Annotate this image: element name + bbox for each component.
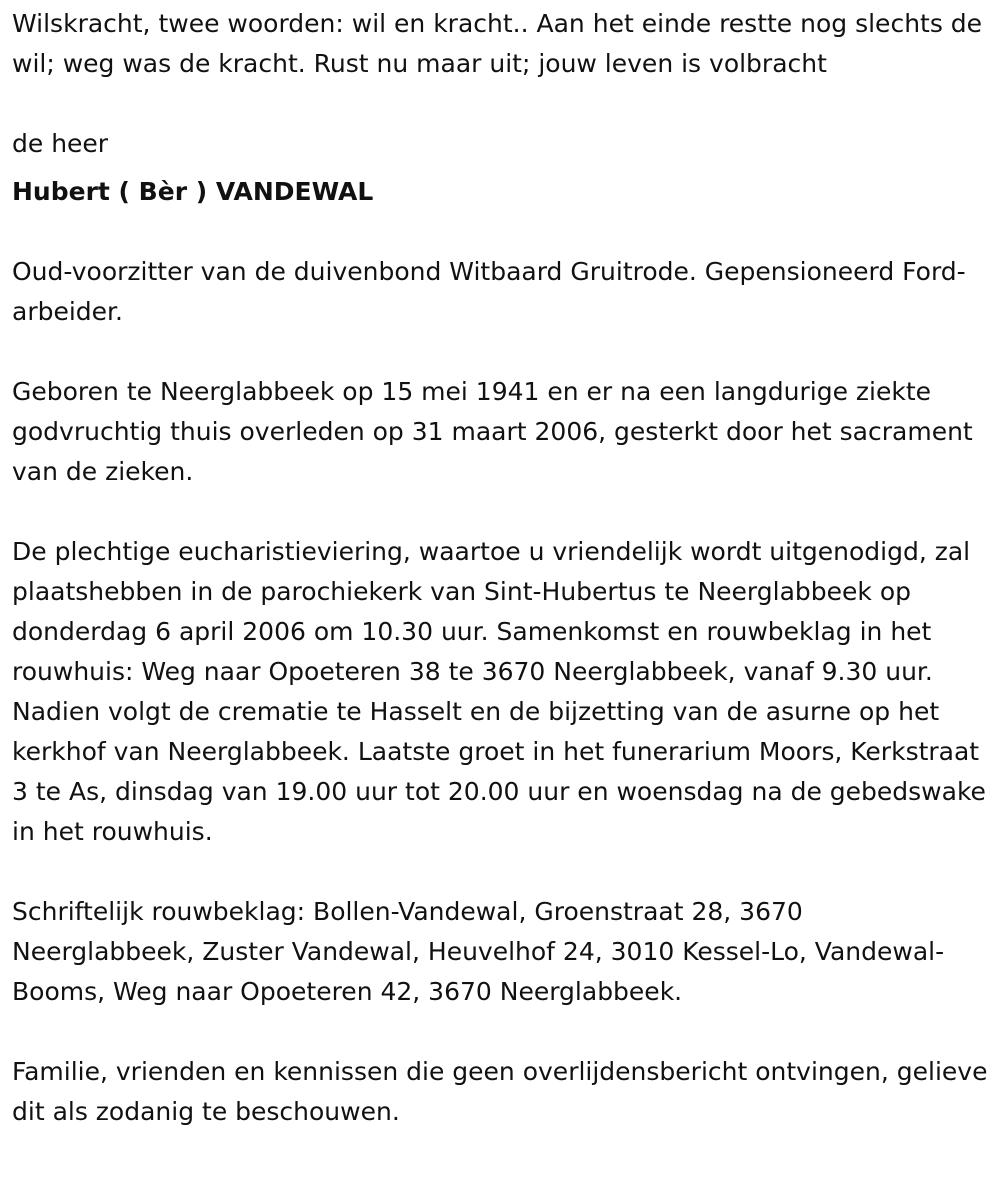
closing-paragraph: Familie, vrienden en kennissen die geen overlijdensbericht ontvingen, gelieve dit als zodanig te beschouwen. [12, 1057, 988, 1126]
condolences-paragraph: Schriftelijk rouwbeklag: Bollen-Vandewal, Groenstraat 28, 3670 Neerglabbeek, Zuster Vandewal, Heuvelhof 24, 3010 Kessel-Lo, Vandewal-Booms, Weg naar Opoeteren 42, 3670 Neerglabbeek. [12, 897, 945, 1006]
description-paragraph: Oud-voorzitter van de duivenbond Witbaard Gruitrode. Gepensioneerd Ford-arbeider. [12, 257, 966, 326]
ceremony-paragraph: De plechtige eucharistieviering, waartoe u vriendelijk wordt uitgenodigd, zal plaatshebben in de parochiekerk van Sint-Hubertus te Neerglabbeek op donderdag 6 april 2006 om 10.30 uur. Samenkomst en rouwbeklag in het rouwhuis: Weg naar Opoeteren 38 te 3670 Neerglabbeek, vanaf 9.30 uur. Nadien volgt de crematie te Hasselt en de bijzetting van de asurne op het kerkhof van Neerglabbeek. Laatste groet in het funerarium Moors, Kerkstraat 3 te As, dinsdag van 19.00 uur tot 20.00 uur en woensdag na de gebedswake in het rouwhuis. [12, 537, 986, 846]
birth-death-paragraph: Geboren te Neerglabbeek op 15 mei 1941 en er na een langdurige ziekte godvruchtig thuis overleden op 31 maart 2006, gesterkt door het sacrament van de zieken. [12, 377, 973, 486]
salutation: de heer [12, 129, 109, 158]
quote-paragraph: Wilskracht, twee woorden: wil en kracht.. Aan het einde restte nog slechts de wil; weg was de kracht. Rust nu maar uit; jouw leven is volbracht [12, 9, 983, 78]
deceased-name: Hubert ( Bèr ) VANDEWAL [12, 177, 374, 206]
